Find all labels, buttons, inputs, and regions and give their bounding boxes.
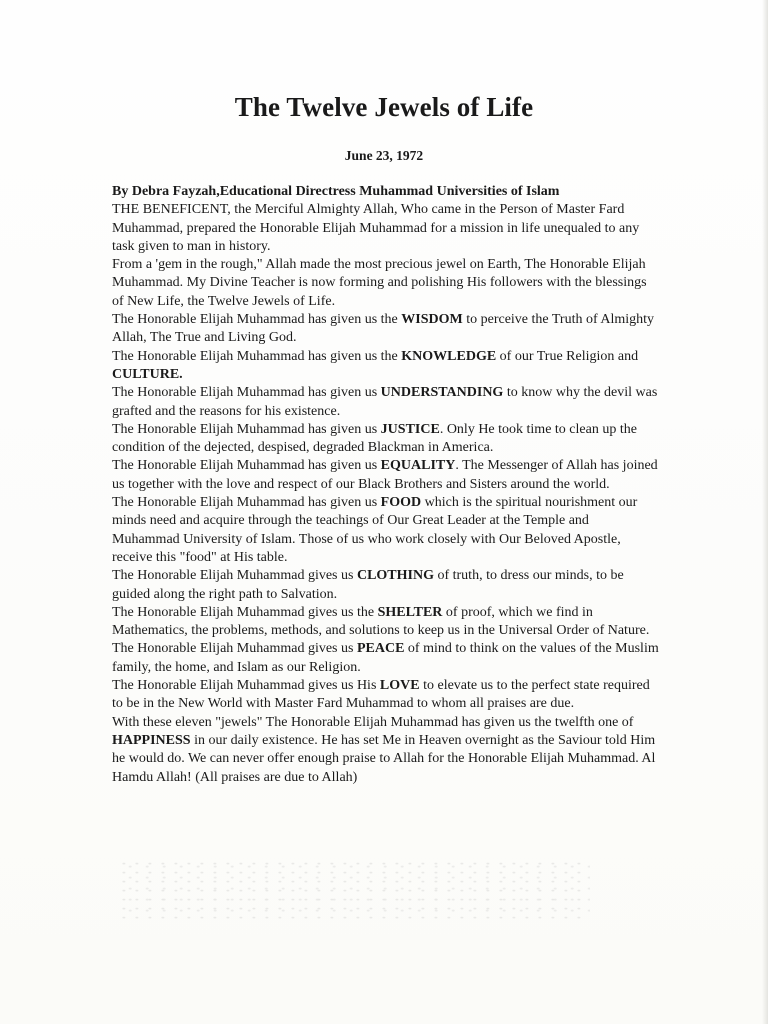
byline: By Debra Fayzah,Educational Directress Muhammad Universities of Islam <box>112 184 560 199</box>
document-date: June 23, 1972 <box>344 148 424 163</box>
jewel-keyword: WISDOM <box>401 312 463 328</box>
paragraph <box>112 421 660 458</box>
paragraph-text: The Honorable Elijah Muhammad has given us the <box>112 312 402 328</box>
paragraph <box>112 457 660 494</box>
paragraph <box>112 714 660 787</box>
paragraph-text: in our daily existence. He has set Me in Heaven overnight as the Saviour told Him he would do. We can never offer enough praise to Allah for the Honorable Elijah Muhammad. Al Hamdu Allah! (All praises are due to Allah) <box>112 732 656 785</box>
paragraph-text: The Honorable Elijah Muhammad has given us <box>112 385 381 401</box>
jewel-keyword: KNOWLEDGE <box>401 348 497 364</box>
jewel-keyword: FOOD <box>380 495 422 511</box>
paragraph-text: of our True Religion and <box>496 348 639 364</box>
paragraph-text: From a 'gem in the rough," Allah made the most precious jewel on Earth, The Honorable Elijah Muhammad. My Divine Teacher is now forming and polishing His followers with the blessings of New Life, the Twelve Jewels of Life. <box>112 257 647 309</box>
paragraph-text: which is the spiritual nourishment our minds need and acquire through the teachings of Our Great Leader at the Temple and Muhammad University of Islam. Those of us who work closely with Our Beloved Apostle, receive this "food" at His table. <box>112 495 638 565</box>
document-body <box>112 183 660 787</box>
paragraph-text: . Only He took time to clean up the condition of the dejected, despised, degraded Blackman in America. <box>112 421 637 456</box>
paragraph-text: The Honorable Elijah Muhammad gives us His <box>112 678 380 694</box>
jewel-keyword: JUSTICE <box>380 421 440 437</box>
jewel-keyword: CLOTHING <box>356 568 434 584</box>
paragraph <box>112 494 660 567</box>
paragraph <box>112 604 660 641</box>
jewel-keyword: HAPPINESS <box>112 732 191 748</box>
page-edge <box>762 0 768 1024</box>
jewel-keyword: PEACE <box>356 641 405 657</box>
paragraph <box>112 677 660 714</box>
paragraph-text: The Honorable Elijah Muhammad gives us <box>112 641 357 657</box>
paragraph-text: The Honorable Elijah Muhammad has given us <box>112 458 381 474</box>
paragraph-text: of mind to think on the values of the Muslim family, the home, and Islam as our Religion. <box>112 641 659 675</box>
scan-noise <box>120 860 590 920</box>
paragraph-text: The Honorable Elijah Muhammad gives us <box>112 568 357 584</box>
paragraph-text: With these eleven "jewels" The Honorable Elijah Muhammad has given us the twelfth one of <box>112 714 634 730</box>
paragraph-text: The Honorable Elijah Muhammad has given us <box>112 421 381 437</box>
paragraph <box>112 384 660 421</box>
paragraph <box>112 640 660 677</box>
paragraph-text: to perceive the Truth of Almighty Allah, The True and Living God. <box>112 312 655 346</box>
jewel-keyword: EQUALITY <box>380 458 456 474</box>
paragraph <box>112 567 660 604</box>
jewel-keyword: UNDERSTANDING <box>380 385 504 401</box>
paragraph-text: of proof, which we find in Mathematics, the problems, methods, and solutions to keep us in the Universal Order of Nature. <box>112 604 650 639</box>
paragraph-text: to know why the devil was grafted and the reasons for his existence. <box>112 385 658 419</box>
paragraph-text: of truth, to dress our minds, to be guided along the right path to Salvation. <box>112 568 624 602</box>
jewel-keyword: LOVE <box>379 678 420 694</box>
paragraph <box>112 348 660 385</box>
paragraph-text: The Honorable Elijah Muhammad has given us the <box>112 348 402 364</box>
paragraph <box>112 256 660 311</box>
paragraph-text: The Honorable Elijah Muhammad gives us the <box>112 604 378 620</box>
jewel-keyword: CULTURE. <box>112 366 183 382</box>
paragraph-list <box>112 201 660 787</box>
paragraph-text: to elevate us to the perfect state required to be in the New World with Master Fard Muhammad to whom all praises are due. <box>112 678 650 712</box>
document-title: The Twelve Jewels of Life <box>234 92 534 122</box>
paragraph <box>112 201 660 256</box>
jewel-keyword: SHELTER <box>377 604 443 620</box>
paragraph-text: . The Messenger of Allah has joined us together with the love and respect of our Black Brothers and Sisters around the world. <box>112 458 658 492</box>
paragraph-text: THE BENEFICENT, the Merciful Almighty Allah, Who came in the Person of Master Fard Muhammad, prepared the Honorable Elijah Muhammad for a mission in life unequaled to any task given to man in history. <box>112 202 640 254</box>
paragraph-text: The Honorable Elijah Muhammad has given us <box>112 495 381 511</box>
paragraph <box>112 311 660 348</box>
